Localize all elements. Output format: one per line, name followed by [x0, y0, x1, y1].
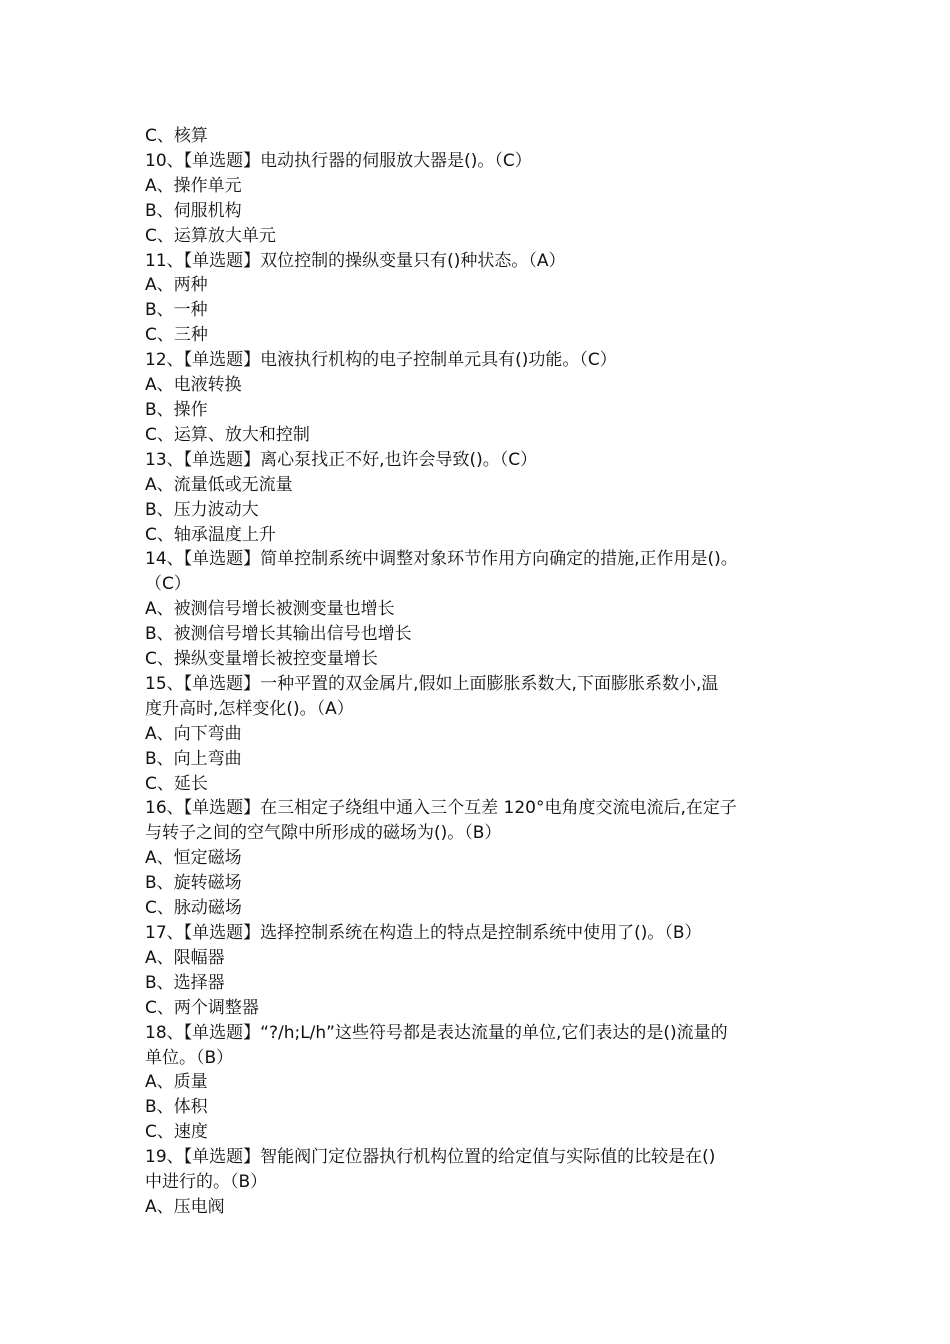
option-c: C、运算放大单元 [145, 225, 276, 246]
question-16-continued: 与转子之间的空气隙中所形成的磁场为()。（B） [145, 823, 502, 844]
option-b: B、向上弯曲 [145, 748, 242, 769]
option-c: C、速度 [145, 1122, 208, 1143]
option-a: A、限幅器 [145, 947, 225, 968]
question-12: 12、【单选题】电液执行机构的电子控制单元具有()功能。（C） [145, 350, 617, 371]
option-b: B、选择器 [145, 972, 225, 993]
option-c: C、两个调整器 [145, 997, 259, 1018]
question-17: 17、【单选题】选择控制系统在构造上的特点是控制系统中使用了()。（B） [145, 923, 702, 943]
question-11: 11、【单选题】双位控制的操纵变量只有()种状态。（A） [145, 250, 566, 271]
option-c: C、轴承温度上升 [145, 524, 276, 545]
question-18-continued: 单位。（B） [145, 1047, 234, 1068]
question-19: 19、【单选题】智能阀门定位器执行机构位置的给定值与实际值的比较是在() [145, 1147, 716, 1168]
option-b: B、被测信号增长其输出信号也增长 [145, 624, 412, 645]
option-a: A、压电阀 [145, 1196, 225, 1217]
option-a: A、质量 [145, 1072, 208, 1093]
option-c: C、操纵变量增长被控变量增长 [145, 649, 378, 670]
option-c: C、脉动磁场 [145, 898, 242, 919]
question-15-continued: 度升高时,怎样变化()。（A） [145, 698, 354, 719]
option-a: A、被测信号增长被测变量也增长 [145, 599, 395, 620]
option-b: B、一种 [145, 300, 208, 321]
question-16: 16、【单选题】在三相定子绕组中通入三个互差 120°电角度交流电流后,在定子 [145, 798, 737, 819]
option-a: A、向下弯曲 [145, 723, 242, 744]
question-text-body [145, 124, 815, 1220]
option-c: C、运算、放大和控制 [145, 424, 310, 445]
text-line: C、核算 [145, 126, 208, 146]
question-13: 13、【单选题】离心泵找正不好,也许会导致()。（C） [145, 449, 538, 470]
question-19-continued: 中进行的。（B） [145, 1172, 268, 1193]
option-a: A、操作单元 [145, 175, 242, 196]
question-10: 10、【单选题】电动执行器的伺服放大器是()。（C） [145, 150, 532, 171]
question-18: 18、【单选题】“?/h;L/h”这些符号都是表达流量的单位,它们表达的是()流量的 [145, 1022, 728, 1043]
question-14: 14、【单选题】简单控制系统中调整对象环节作用方向确定的措施,正作用是()。 [145, 549, 738, 570]
option-b: B、操作 [145, 399, 208, 420]
option-b: B、体积 [145, 1097, 208, 1118]
option-b: B、伺服机构 [145, 200, 242, 221]
option-a: A、恒定磁场 [145, 848, 242, 869]
question-14-answer: （C） [145, 574, 191, 595]
option-b: B、旋转磁场 [145, 873, 242, 894]
option-b: B、压力波动大 [145, 499, 259, 520]
question-15: 15、【单选题】一种平置的双金属片,假如上面膨胀系数大,下面膨胀系数小,温 [145, 673, 719, 694]
option-c: C、延长 [145, 773, 208, 794]
option-a: A、流量低或无流量 [145, 474, 293, 495]
option-a: A、电液转换 [145, 375, 242, 396]
option-a: A、两种 [145, 275, 208, 296]
option-c: C、三种 [145, 325, 208, 346]
